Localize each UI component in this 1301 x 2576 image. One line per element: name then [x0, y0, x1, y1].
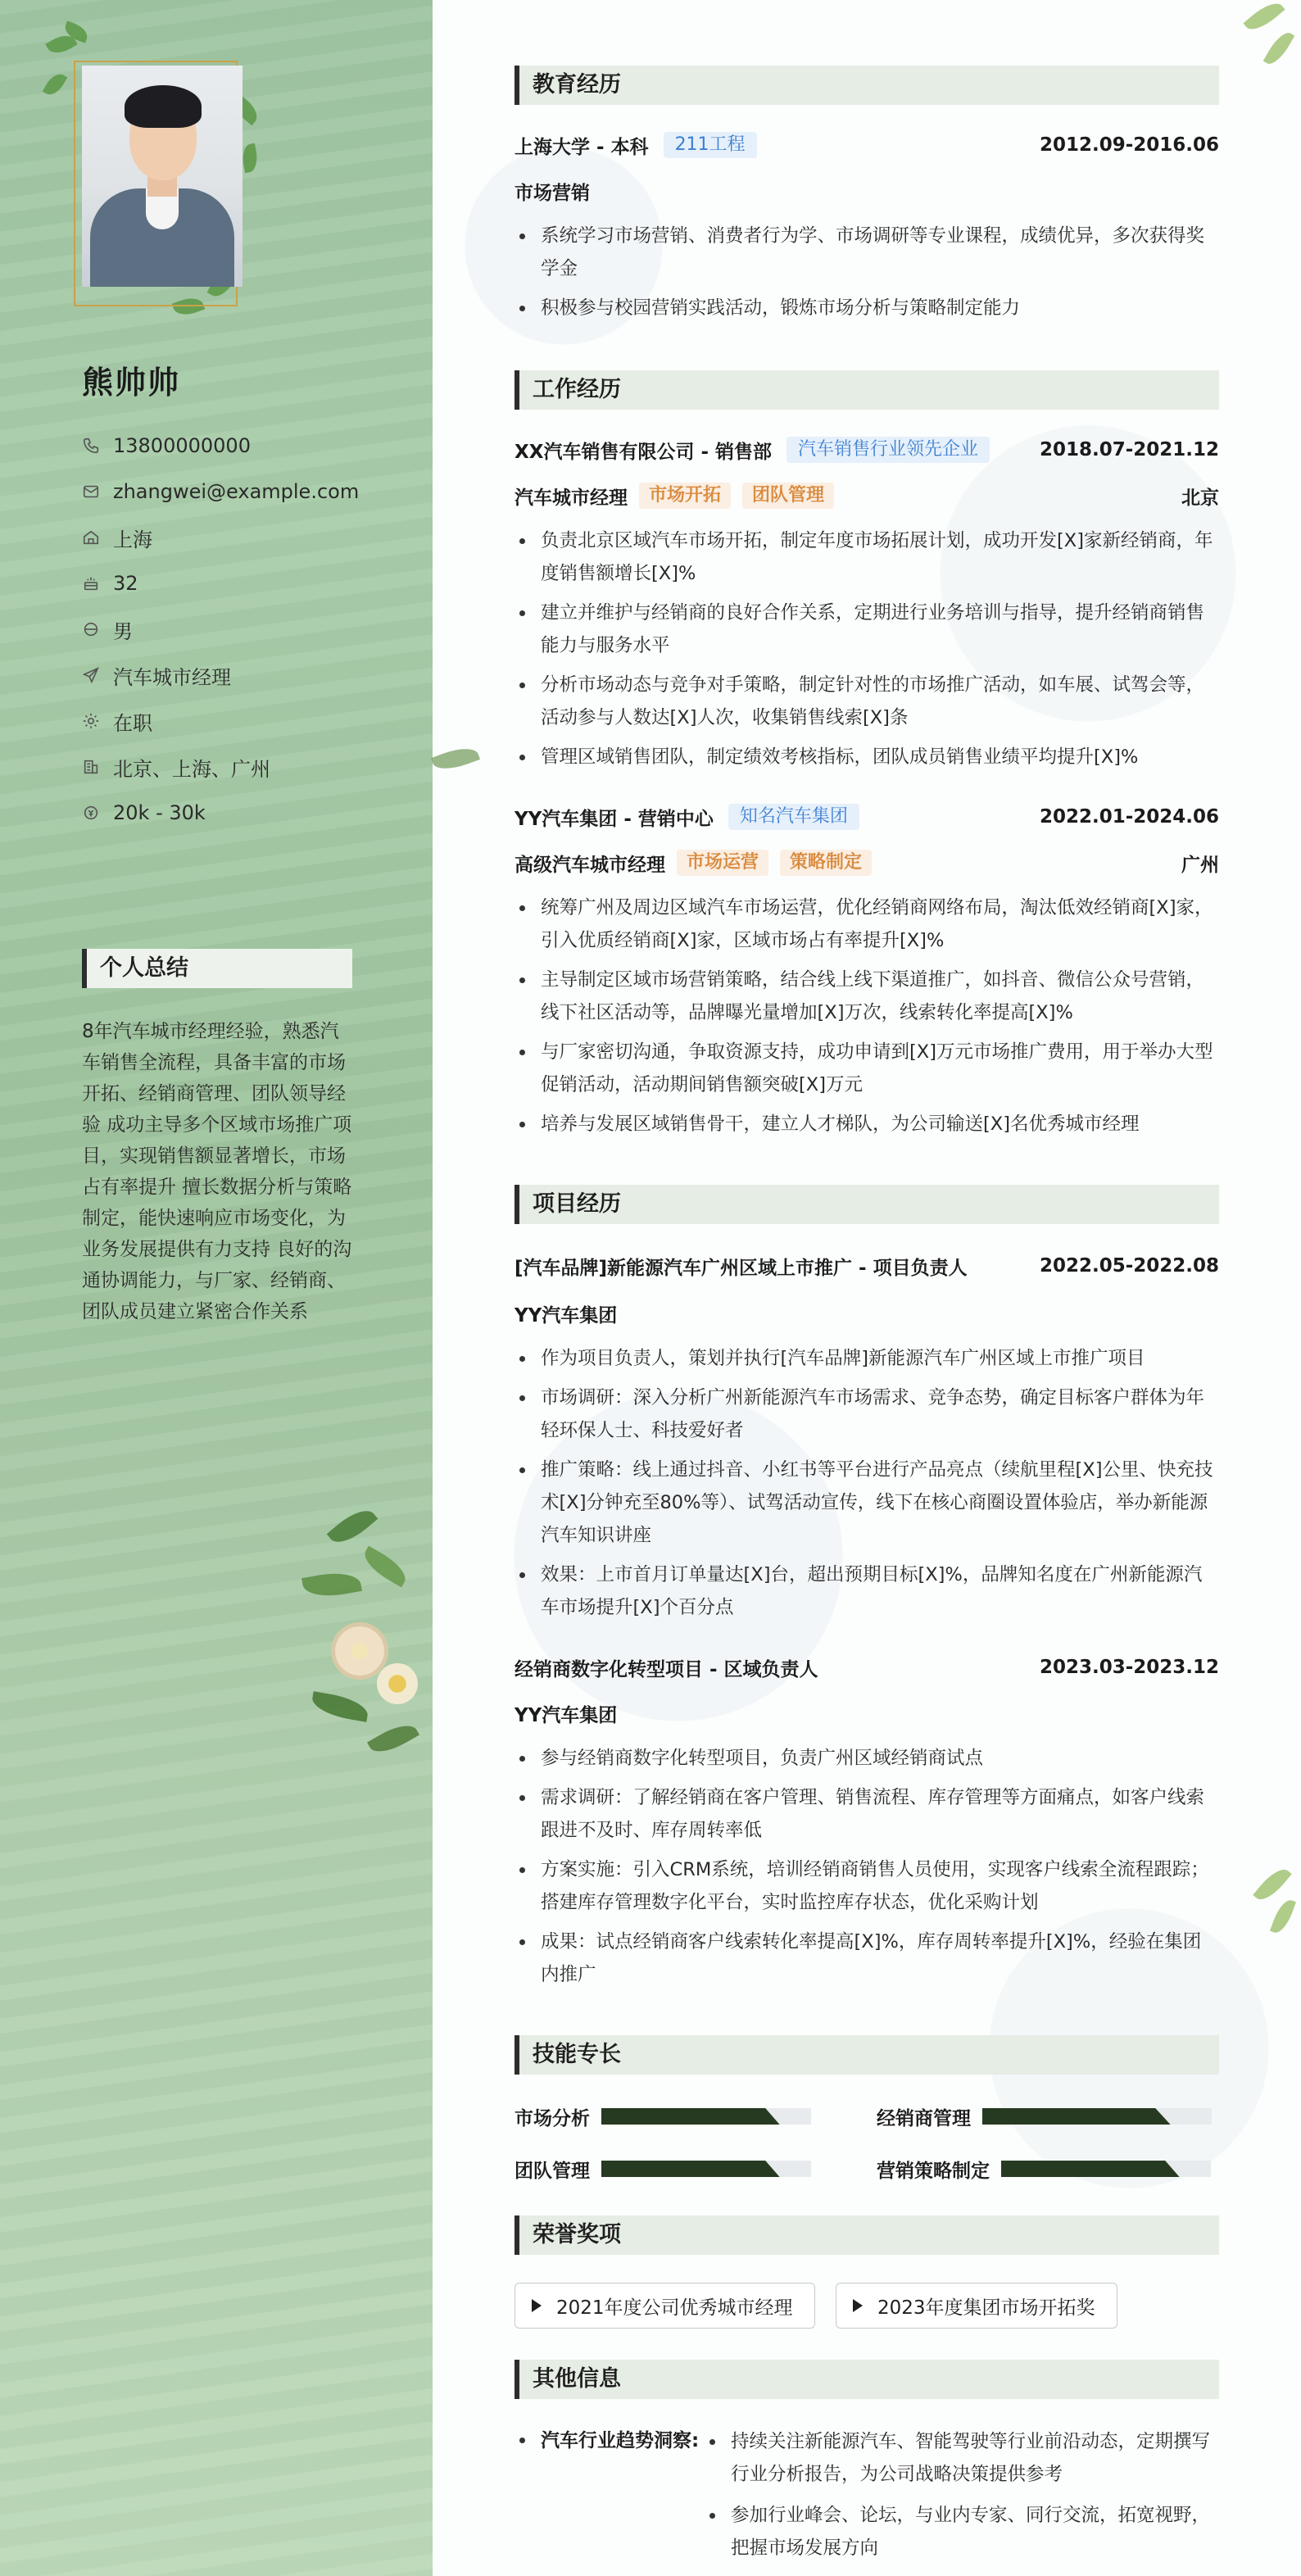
skill-row: [515, 2155, 811, 2183]
main-content: [433, 0, 1301, 2576]
list-item: 积极参与校园营销实践活动，锻炼市场分析与策略制定能力: [515, 292, 1219, 324]
project-bullets: [515, 1742, 1219, 1998]
list-item: 方案实施：引入CRM系统，培训经销商销售人员使用，实现客户线索全流程跟踪；搭建库存管理数字化平台，实时监控库存状态，优化采购计划: [515, 1853, 1219, 1919]
skill-tag: 团队管理: [742, 483, 834, 509]
leaf-decoration: [240, 143, 260, 174]
skill-bar-fill: [601, 2108, 780, 2125]
list-item: 主导制定区域市场营销策略，结合线上线下渠道推广，如抖音、微信公众号营销，线下社区活动等，品牌曝光量增加[X]万次，线索转化率提高[X]%: [515, 964, 1219, 1029]
school-tag: 211工程: [664, 132, 757, 158]
leaf-decoration: [43, 70, 68, 99]
list-item: 统筹广州及周边区域汽车市场运营，优化经销商网络布局，淘汰低效经销商[X]家，引入优质经销商[X]家，区域市场占有率提升[X]%: [515, 891, 1219, 957]
job-city: 广州: [1181, 854, 1219, 876]
job-bullets: [515, 524, 1219, 780]
list-item: 系统学习市场营销、消费者行为学、市场调研等专业课程，成绩优异，多次获得奖学金: [515, 220, 1219, 285]
profile-photo-frame: [43, 28, 272, 323]
list-item: 推广策略：线上通过抖音、小红书等平台进行产品亮点（续航里程[X]公里、快充技术[X]分钟充至80%等）、试驾活动宣传，线下在核心商圈设置体验店，举办新能源汽车知识讲座: [515, 1454, 1219, 1552]
building-icon: [82, 758, 100, 776]
position-value: 汽车城市经理: [113, 665, 231, 689]
job-role-row: [515, 482, 1219, 510]
skill-tag: 策略制定: [780, 850, 872, 876]
skill-bar: [982, 2108, 1212, 2125]
section-title-projects: 项目经历: [515, 1185, 1219, 1224]
age-item: [82, 560, 359, 606]
cities-item: [82, 744, 359, 790]
salary-item: [82, 790, 359, 836]
skill-tag: 市场开拓: [639, 483, 731, 509]
section-title-honors: 荣誉奖项: [515, 2215, 1219, 2255]
section-title-work: 工作经历: [515, 370, 1219, 410]
project-org-row: [515, 1699, 1219, 1727]
project-header: [515, 1653, 1219, 1681]
skill-name: 市场分析: [515, 2107, 590, 2129]
status-item: [82, 698, 359, 744]
list-item: 培养与发展区域销售骨干，建立人才梯队，为公司输送[X]名优秀城市经理: [515, 1108, 1219, 1141]
other-bullets: [705, 2425, 1219, 2573]
play-icon: [853, 2299, 863, 2312]
project-org: YY汽车集团: [515, 1704, 618, 1726]
award-label: 2023年度集团市场开拓奖: [877, 2297, 1095, 2319]
list-item: 与厂家密切沟通，争取资源支持，成功申请到[X]万元市场推广费用，用于举办大型促销活动，活动期间销售额突破[X]万元: [515, 1036, 1219, 1101]
cake-icon: [82, 574, 100, 592]
status-value: 在职: [113, 711, 152, 735]
education-major-row: [515, 177, 1219, 205]
list-item: 参与经销商数字化转型项目，负责广州区域经销商试点: [515, 1742, 1219, 1775]
company-tag: 知名汽车集团: [728, 804, 859, 830]
mail-icon: [82, 483, 100, 501]
award-item: [836, 2283, 1117, 2329]
contact-info-list: [82, 423, 359, 836]
job-date: 2018.07-2021.12: [1039, 439, 1219, 460]
leaf-decoration: [1263, 29, 1295, 69]
other-label: 汽车行业趋势洞察:: [515, 2425, 699, 2452]
gender-value: 男: [113, 619, 133, 643]
list-item: 参加行业峰会、论坛，与业内专家、同行交流，拓宽视野，把握市场发展方向: [705, 2499, 1219, 2565]
company-tag: 汽车销售行业领先企业: [786, 437, 990, 463]
education-header: [515, 131, 1219, 159]
list-item: 市场调研：深入分析广州新能源汽车市场需求、竞争态势，确定目标客户群体为年轻环保人士、科技爱好者: [515, 1381, 1219, 1447]
job-header: [515, 803, 1219, 831]
profile-name: 熊帅帅: [82, 365, 181, 401]
phone-icon: [82, 437, 100, 455]
position-item: [82, 652, 359, 698]
skill-bar: [1001, 2161, 1211, 2177]
list-item: 需求调研：了解经销商在客户管理、销售流程、库存管理等方面痛点，如客户线索跟进不及时、库存周转率低: [515, 1781, 1219, 1847]
project-date: 2022.05-2022.08: [1039, 1255, 1219, 1277]
phone-value: 13800000000: [113, 434, 251, 457]
section-title-skills: 技能专长: [515, 2035, 1219, 2075]
salary-value: 20k - 30k: [113, 801, 206, 824]
award-item: [515, 2283, 815, 2329]
list-item: 作为项目负责人，策划并执行[汽车品牌]新能源汽车广州区域上市推广项目: [515, 1342, 1219, 1375]
job-bullets: [515, 891, 1219, 1147]
skill-row: [877, 2102, 1212, 2130]
cities-value: 北京、上海、广州: [113, 757, 270, 781]
project-bullets: [515, 1342, 1219, 1630]
flower-decoration: [295, 1499, 433, 1778]
skill-bar-fill: [1001, 2161, 1180, 2177]
skill-row: [515, 2102, 811, 2130]
skill-name: 营销策略制定: [877, 2160, 990, 2182]
skill-name: 团队管理: [515, 2160, 590, 2182]
project-name: 经销商数字化转型项目 - 区域负责人: [515, 1658, 818, 1680]
job-header: [515, 436, 1219, 464]
email-item: [82, 469, 359, 515]
award-label: 2021年度公司优秀城市经理: [556, 2297, 793, 2319]
coin-icon: [82, 804, 100, 822]
play-icon: [532, 2299, 542, 2312]
leaf-decoration: [1270, 1897, 1296, 1936]
leaf-decoration: [1243, 0, 1285, 36]
job-city: 北京: [1181, 487, 1219, 509]
skill-bar: [601, 2108, 811, 2125]
list-item: 成果：试点经销商客户线索转化率提高[X]%，库存周转率提升[X]%，经验在集团内推广: [515, 1925, 1219, 1991]
section-title-other: 其他信息: [515, 2360, 1219, 2399]
list-item: 管理区域销售团队，制定绩效考核指标，团队成员销售业绩平均提升[X]%: [515, 741, 1219, 773]
project-org: YY汽车集团: [515, 1304, 618, 1327]
school-name: 上海大学 - 本科: [515, 136, 649, 158]
gender-item: [82, 606, 359, 652]
skill-row: [877, 2155, 1211, 2183]
sidebar: [0, 0, 433, 2576]
email-value: zhangwei@example.com: [113, 480, 360, 503]
job-role-row: [515, 849, 1219, 877]
skill-tag: 市场运营: [677, 850, 768, 876]
location-value: 上海: [113, 528, 152, 551]
job-date: 2022.01-2024.06: [1039, 806, 1219, 828]
project-header: [515, 1252, 1219, 1280]
major: 市场营销: [515, 182, 590, 204]
job-role: 高级汽车城市经理: [515, 854, 665, 876]
gender-icon: [82, 620, 100, 638]
project-date: 2023.03-2023.12: [1039, 1657, 1219, 1678]
gear-icon: [82, 712, 100, 730]
list-item: 负责北京区域汽车市场开拓，制定年度市场拓展计划，成功开发[X]家新经销商，年度销售额增长[X]%: [515, 524, 1219, 590]
education-bullets: [515, 220, 1219, 331]
list-item: 建立并维护与经销商的良好合作关系，定期进行业务培训与指导，提升经销商销售能力与服务水平: [515, 596, 1219, 662]
age-value: 32: [113, 572, 138, 595]
company-name: YY汽车集团 - 营销中心: [515, 808, 714, 830]
section-title-education: 教育经历: [515, 66, 1219, 105]
leaf-decoration: [431, 742, 480, 775]
phone-item: [82, 423, 359, 469]
list-item: 效果：上市首月订单量达[X]台，超出预期目标[X]%，品牌知名度在广州新能源汽车市场提升[X]个百分点: [515, 1558, 1219, 1624]
avatar: [82, 66, 243, 287]
list-item: 分析市场动态与竞争对手策略，制定针对性的市场推广活动，如车展、试驾会等，活动参与人数达[X]人次，收集销售线索[X]条: [515, 669, 1219, 734]
summary-text: 8年汽车城市经理经验，熟悉汽车销售全流程，具备丰富的市场开拓、经销商管理、团队领导经验 成功主导多个区域市场推广项目，实现销售额显著增长，市场占有率提升 擅长数据分析与策略制定，能快速响应市场变化，为业务发展提供有力支持 良好的沟通协调能力，与厂家、经销商、团队成员建立紧密合作关系: [82, 1021, 352, 1322]
leaf-decoration: [1253, 1863, 1291, 1905]
company-name: XX汽车销售有限公司 - 销售部: [515, 441, 773, 463]
summary-title: 个人总结: [82, 949, 352, 988]
skill-bar-fill: [982, 2108, 1171, 2125]
skill-name: 经销商管理: [877, 2107, 971, 2129]
send-icon: [82, 666, 100, 684]
skill-bar-fill: [601, 2161, 780, 2177]
job-role: 汽车城市经理: [515, 487, 628, 509]
education-date: 2012.09-2016.06: [1039, 134, 1219, 156]
home-icon: [82, 528, 100, 546]
project-org-row: [515, 1299, 1219, 1327]
list-item: 持续关注新能源汽车、智能驾驶等行业前沿动态，定期撰写行业分析报告，为公司战略决策提供参考: [705, 2425, 1219, 2491]
location-item: [82, 515, 359, 560]
skill-bar: [601, 2161, 811, 2177]
project-name: [汽车品牌]新能源汽车广州区域上市推广 - 项目负责人: [515, 1257, 968, 1279]
